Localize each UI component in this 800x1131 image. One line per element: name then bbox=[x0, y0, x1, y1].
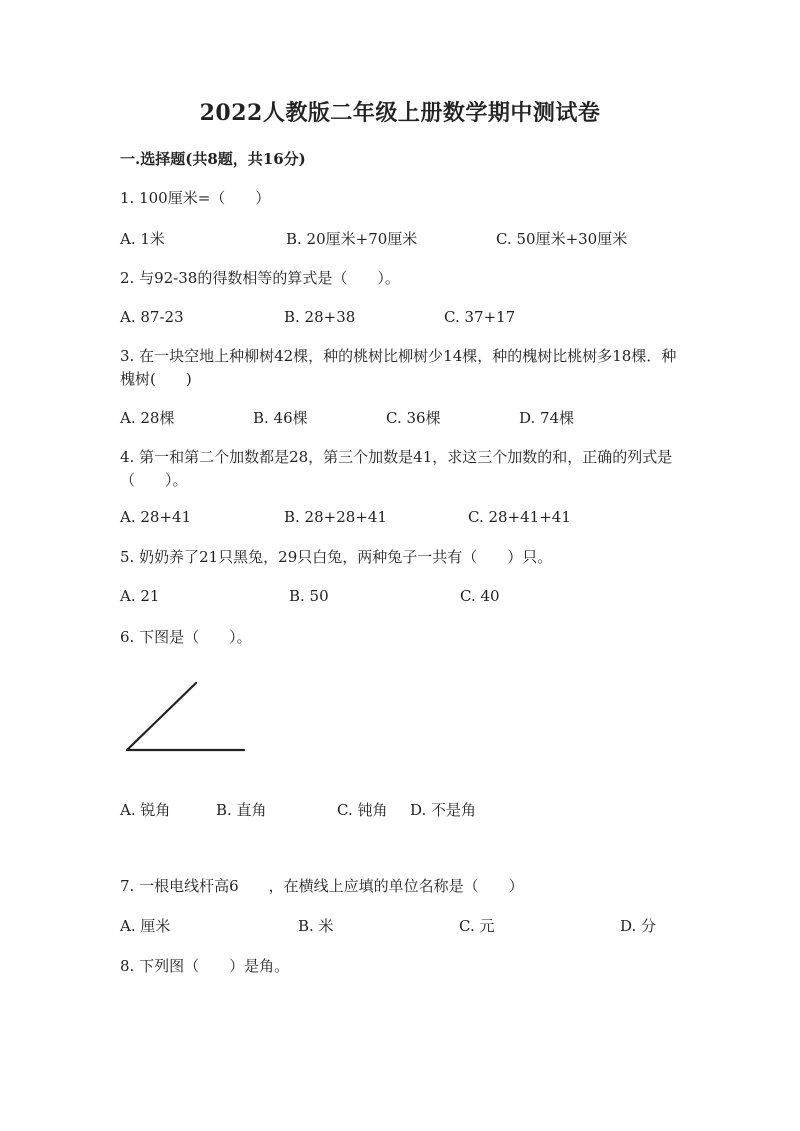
q6-option-c[interactable]: C. 钝角 bbox=[337, 801, 388, 819]
question-8: 8. 下列图（ ）是角。 bbox=[120, 957, 290, 975]
question-1: 1. 100厘米=（ ） bbox=[120, 189, 271, 207]
q7-option-d[interactable]: D. 分 bbox=[620, 917, 657, 935]
acute-angle-figure bbox=[120, 676, 260, 761]
q2-option-b[interactable]: B. 28+38 bbox=[284, 308, 356, 326]
question-7: 7. 一根电线杆高6 ，在横线上应填的单位名称是（ ） bbox=[120, 877, 524, 895]
q2-option-c[interactable]: C. 37+17 bbox=[444, 308, 516, 326]
q3-option-d[interactable]: D. 74棵 bbox=[519, 409, 575, 427]
q7-option-a[interactable]: A. 厘米 bbox=[120, 917, 171, 935]
question-2: 2. 与92-38的得数相等的算式是（ ）。 bbox=[120, 269, 400, 287]
q3-option-a[interactable]: A. 28棵 bbox=[120, 409, 175, 427]
section-heading: 一.选择题(共8题，共16分) bbox=[120, 150, 306, 168]
q4-option-c[interactable]: C. 28+41+41 bbox=[468, 508, 571, 526]
q7-option-c[interactable]: C. 元 bbox=[459, 917, 495, 935]
q1-option-c[interactable]: C. 50厘米+30厘米 bbox=[496, 230, 628, 248]
q5-option-a[interactable]: A. 21 bbox=[120, 587, 160, 605]
q5-option-c[interactable]: C. 40 bbox=[460, 587, 500, 605]
q6-option-d[interactable]: D. 不是角 bbox=[410, 801, 477, 819]
question-3: 3. 在一块空地上种柳树42棵，种的桃树比柳树少14棵，种的槐树比桃树多18棵．种槐树( ) bbox=[120, 347, 677, 388]
page-title: 2022人教版二年级上册数学期中测试卷 bbox=[199, 100, 601, 126]
question-5: 5. 奶奶养了21只黑兔，29只白兔，两种兔子一共有（ ）只。 bbox=[120, 548, 553, 566]
angle-slanted-ray bbox=[127, 683, 196, 750]
q5-option-b[interactable]: B. 50 bbox=[289, 587, 329, 605]
q7-option-b[interactable]: B. 米 bbox=[298, 917, 334, 935]
q3-option-c[interactable]: C. 36棵 bbox=[386, 409, 441, 427]
q1-option-b[interactable]: B. 20厘米+70厘米 bbox=[286, 230, 418, 248]
q4-option-b[interactable]: B. 28+28+41 bbox=[284, 508, 387, 526]
q6-option-a[interactable]: A. 锐角 bbox=[120, 801, 171, 819]
q2-option-a[interactable]: A. 87-23 bbox=[120, 308, 184, 326]
question-6: 6. 下图是（ ）。 bbox=[120, 628, 252, 646]
q6-option-b[interactable]: B. 直角 bbox=[216, 801, 267, 819]
q3-option-b[interactable]: B. 46棵 bbox=[253, 409, 308, 427]
question-4: 4. 第一和第二个加数都是28，第三个加数是41，求这三个加数的和，正确的列式是（ ）。 bbox=[120, 448, 673, 489]
q1-option-a[interactable]: A. 1米 bbox=[120, 230, 165, 248]
q4-option-a[interactable]: A. 28+41 bbox=[120, 508, 192, 526]
